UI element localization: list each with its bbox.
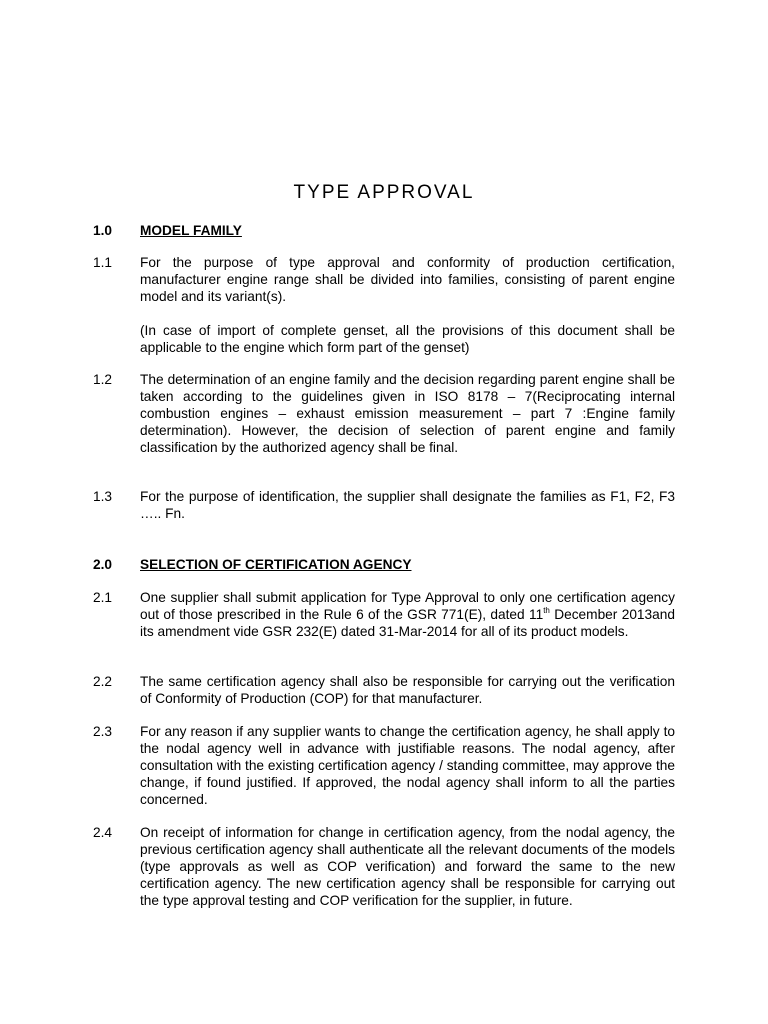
clause-number: 1.3	[93, 489, 113, 504]
clause-paragraph: The determination of an engine family and the decision regarding parent engine shall be taken according to the guidelines given in ISO 8178 – 7(Reciprocating internal combustion engines – exhaust emission measurement – part 7 :Engine family determination). However, the decision of selection of parent engine and family classification by the authorized agency shall be final.	[140, 372, 675, 455]
section-heading	[93, 222, 675, 239]
clause	[93, 488, 675, 522]
clause	[93, 723, 675, 808]
clause-paragraph: (In case of import of complete genset, all the provisions of this document shall be applicable to the engine which form part of the genset)	[140, 323, 675, 355]
clause-paragraph: For the purpose of type approval and conformity of production certification, manufacturer engine range shall be divided into families, consisting of parent engine model and its variant(s).	[140, 255, 675, 304]
document-title: TYPE APPROVAL	[293, 182, 475, 203]
clause-number: 2.1	[93, 590, 113, 605]
clause-number: 1.2	[93, 372, 113, 387]
clause	[93, 589, 675, 640]
clause	[93, 254, 675, 356]
clause-number: 1.1	[93, 255, 113, 270]
clause-paragraph: For any reason if any supplier wants to change the certification agency, he shall apply to the nodal agency well in advance with justifiable reasons. The nodal agency, after consultation with the existing certification agency / standing committee, may approve the change, if found justified. If approved, the nodal agency shall inform to all the parties concerned.	[140, 724, 675, 807]
clause-number: 2.3	[93, 724, 113, 739]
clause-paragraph: For the purpose of identification, the supplier shall designate the families as F1, F2, F3 ….. Fn.	[140, 489, 675, 521]
clause	[93, 371, 675, 456]
clause	[93, 824, 675, 909]
clause-paragraph: The same certification agency shall also be responsible for carrying out the verification of Conformity of Production (COP) for that manufacturer.	[140, 674, 675, 706]
clause	[93, 673, 675, 707]
ordinal-suffix: th	[543, 606, 550, 615]
section-heading	[93, 556, 675, 573]
section-number: 2.0	[93, 557, 113, 572]
section-number: 1.0	[93, 223, 113, 238]
clause-paragraph: One supplier shall submit application for Type Approval to only one certification agency out of those prescribed in the Rule 6 of the GSR 771(E), dated 11th December 2013and its amendment vide GSR 232(E) dated 31-Mar-2014 for all of its product models.	[140, 590, 675, 639]
section-title: MODEL FAMILY	[140, 223, 242, 238]
clause-paragraph: On receipt of information for change in certification agency, from the nodal agency, the previous certification agency shall authenticate all the relevant documents of the models (type approvals as well as COP verification) and forward the same to the new certification agency. The new certification agency shall be responsible for carrying out the type approval testing and COP verification for the supplier, in future.	[140, 825, 675, 908]
section-title: SELECTION OF CERTIFICATION AGENCY	[140, 557, 412, 572]
clause-number: 2.4	[93, 825, 113, 840]
clause-number: 2.2	[93, 674, 113, 689]
